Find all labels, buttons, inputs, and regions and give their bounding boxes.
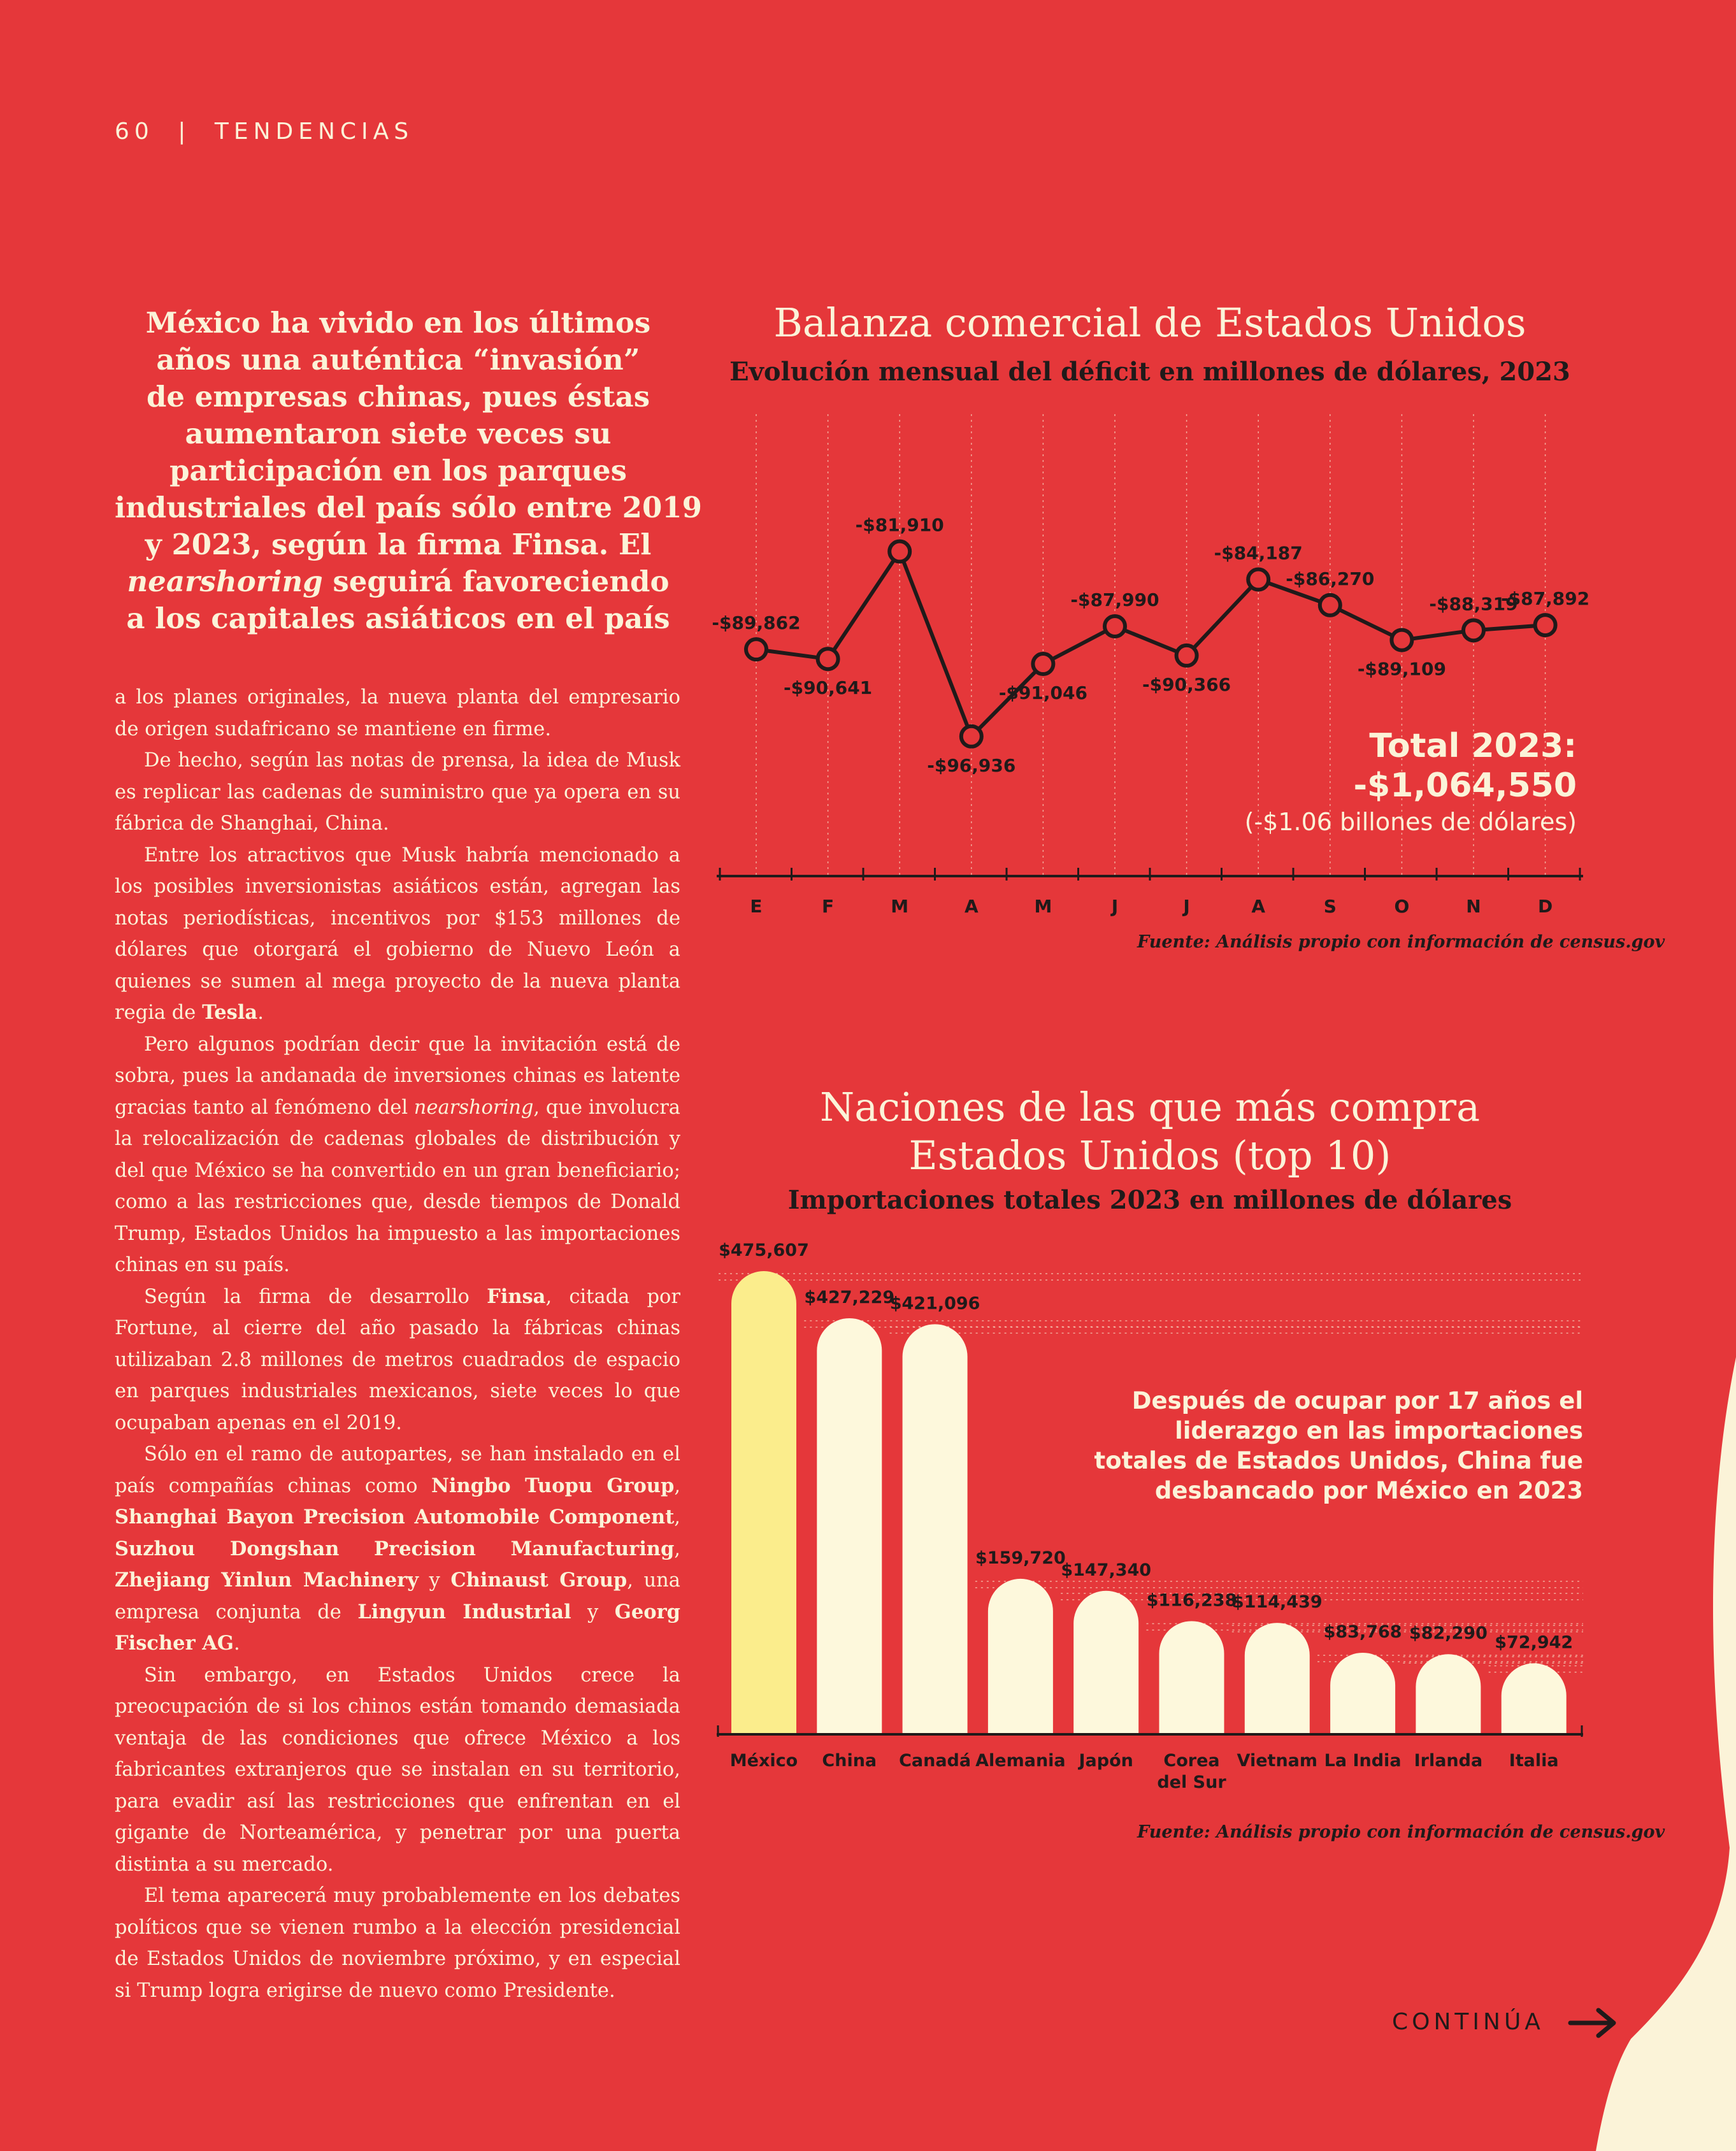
x-tick-label: E xyxy=(750,896,763,917)
pull-quote-line: años una auténtica “invasión” xyxy=(156,343,640,377)
header-separator: | xyxy=(178,119,191,145)
bar-value-label: $72,942 xyxy=(1495,1632,1574,1653)
bar-chart-title-line: Naciones de las que más compra xyxy=(819,1084,1481,1130)
bar xyxy=(1416,1654,1481,1734)
pull-quote-line: de empresas chinas, pues éstas xyxy=(146,380,650,414)
bar-category-label: Corea xyxy=(1163,1751,1220,1771)
bar-category-label: México xyxy=(729,1751,798,1771)
line-chart-source: Fuente: Análisis propio con información de census.gov xyxy=(1137,932,1665,952)
continue-link[interactable] xyxy=(1392,2007,1619,2039)
pull-quote-line: participación en los parques xyxy=(169,454,627,487)
bar-chart-subtitle: Importaciones totales 2023 en millones de dólares xyxy=(787,1185,1512,1215)
x-tick-label: M xyxy=(1034,896,1052,917)
data-label: -$89,862 xyxy=(712,612,801,634)
bar-category-label: China xyxy=(822,1751,877,1771)
bar-chart-title-line: Estados Unidos (top 10) xyxy=(908,1132,1391,1179)
article-text: , que involucra la relocalización de cadenas globales de distribución y del que México se ha convertido en un gran beneficiario; como a las restricciones que, desde tiempos de Donald Trump, Estados Unidos ha impuesto a las importaciones chinas en su país. xyxy=(115,1096,680,1276)
bar-value-label: $116,238 xyxy=(1146,1590,1237,1611)
article-text: , una empresa conjunta de xyxy=(115,1569,680,1623)
x-tick-label: S xyxy=(1323,896,1337,917)
pull-quote-line: a los capitales asiáticos en el país xyxy=(126,601,670,635)
data-label: -$84,187 xyxy=(1214,542,1303,564)
bar-category-label: La India xyxy=(1324,1751,1402,1771)
bar xyxy=(817,1318,882,1734)
data-label: -$87,892 xyxy=(1501,588,1590,610)
bar xyxy=(988,1579,1053,1734)
article-bold: Suzhou Dongshan Precision Manufacturing xyxy=(115,1537,675,1560)
total-value: -$1,064,550 xyxy=(1353,766,1577,805)
bar xyxy=(1073,1591,1138,1734)
bar-category-label: Italia xyxy=(1509,1751,1559,1771)
data-label: -$91,046 xyxy=(998,682,1087,704)
bar-category-label: Vietnam xyxy=(1237,1751,1318,1771)
bar-value-label: $147,340 xyxy=(1061,1560,1152,1580)
article-text: Según la firma de desarrollo xyxy=(144,1285,487,1308)
x-tick-label: A xyxy=(964,896,979,917)
bar-category-label: del Sur xyxy=(1157,1773,1226,1792)
bar xyxy=(1502,1664,1567,1734)
annotation-line: totales de Estados Unidos, China fue xyxy=(1094,1447,1583,1474)
bar-value-label: $421,096 xyxy=(889,1293,980,1314)
data-label: -$96,936 xyxy=(927,754,1016,776)
bar-category-label: Canadá xyxy=(899,1751,972,1771)
bar xyxy=(903,1324,968,1734)
bar-chart-source: Fuente: Análisis propio con información de census.gov xyxy=(1137,1822,1665,1842)
annotation-line: desbancado por México en 2023 xyxy=(1154,1477,1583,1504)
article-bold: Finsa xyxy=(487,1284,546,1308)
article-paragraph: De hecho, según las notas de prensa, la idea de Musk es replicar las cadenas de suministro que ya opera en su fábrica de Shanghai, China. xyxy=(115,749,680,835)
article-bold: Shanghai Bayon Precision Automobile Component xyxy=(115,1506,675,1529)
data-label: -$88,319 xyxy=(1429,593,1518,615)
bar-category-label: Alemania xyxy=(975,1751,1066,1771)
data-label: -$87,990 xyxy=(1070,589,1159,610)
article-text: , xyxy=(674,1474,681,1497)
x-tick-label: O xyxy=(1394,896,1410,917)
bar-value-label: $114,439 xyxy=(1231,1592,1323,1613)
bar-category-label: Japón xyxy=(1079,1751,1133,1771)
x-tick-label: J xyxy=(1183,896,1190,917)
pull-quote-text: seguirá favoreciendo xyxy=(322,565,670,598)
pull-quote-line: industriales del país sólo entre 2019 xyxy=(115,491,702,524)
article-bold: Tesla xyxy=(202,1001,258,1024)
data-label: -$90,366 xyxy=(1142,673,1231,695)
article-text: , citada por Fortune, al cierre del año pasado la fábricas chinas utilizaban 2.8 millones de metros cuadrados de espacio en parques industriales mexicanos, siete veces lo que ocupaban apenas en el 2019. xyxy=(115,1285,680,1434)
article-text: Pero algunos podrían decir que la invitación está de sobra, pues la andanada de inversiones chinas es latente gracias tanto al fenómeno del xyxy=(115,1033,680,1119)
data-label: -$81,910 xyxy=(855,514,944,536)
article-bold: Lingyun Industrial xyxy=(357,1600,571,1623)
article-italic: nearshoring xyxy=(413,1096,534,1119)
article-paragraph: a los planes originales, la nueva planta del empresario de origen sudafricano se mantiene en firme. xyxy=(115,686,680,740)
total-label: Total 2023: xyxy=(1369,727,1577,765)
total-note: (-$1.06 billones de dólares) xyxy=(1244,808,1577,836)
bar-category-label: Irlanda xyxy=(1414,1751,1483,1771)
annotation-line: liderazgo en las importaciones xyxy=(1175,1417,1583,1444)
page-number: 60 xyxy=(115,119,154,145)
continue-label: CONTINÚA xyxy=(1392,2009,1544,2035)
bar-value-label: $83,768 xyxy=(1323,1622,1402,1642)
pull-quote-emphasis: nearshoring xyxy=(127,565,323,598)
x-tick-label: J xyxy=(1111,896,1119,917)
article-bold: Chinaust Group xyxy=(450,1569,628,1592)
bar-value-label: $82,290 xyxy=(1409,1623,1488,1644)
pull-quote-line: y 2023, según la firma Finsa. El xyxy=(145,528,652,561)
article-text: , xyxy=(674,1506,680,1529)
article-text: y xyxy=(418,1569,451,1592)
bar xyxy=(1159,1621,1224,1734)
bar-value-label: $475,607 xyxy=(719,1241,809,1260)
article-bold: Zhejiang Yinlun Machinery xyxy=(115,1569,419,1592)
x-tick-label: M xyxy=(891,896,909,917)
data-label: -$90,641 xyxy=(784,677,873,699)
article-text: y xyxy=(571,1601,615,1623)
bar xyxy=(1245,1623,1310,1734)
data-label: -$89,109 xyxy=(1357,658,1446,680)
article-bold: Ningbo Tuopu Group xyxy=(431,1474,675,1497)
bar xyxy=(731,1271,796,1734)
x-tick-label: A xyxy=(1251,896,1266,917)
line-chart-title: Balanza comercial de Estados Unidos xyxy=(773,299,1526,346)
article-text: Entre los atractivos que Musk habría mencionado a los posibles inversionistas asiáticos están, agregan las notas periodísticas, incentivos por $153 millones de dólares que otorgará el gobierno de Nuevo León a quienes se sumen al mega proyecto de la nueva planta regia de xyxy=(115,844,680,1024)
line-chart-subtitle: Evolución mensual del déficit en millones de dólares, 2023 xyxy=(729,357,1570,387)
data-label: -$86,270 xyxy=(1286,568,1375,589)
bar-chart-annotation xyxy=(1058,1386,1583,1506)
bar xyxy=(1330,1653,1395,1734)
pull-quote-line: aumentaron siete veces su xyxy=(185,417,612,450)
article-paragraph: El tema aparecerá muy probablemente en los debates políticos que se vienen rumbo a la elección presidencial de Estados Unidos de noviembre próximo, y en especial si Trump logra erigirse de nuevo como Presidente. xyxy=(115,1885,680,2002)
article-text: , xyxy=(674,1537,680,1560)
article-text: Sólo en el ramo de autopartes, se han instalado en el país compañías chinas como xyxy=(115,1443,680,1497)
x-tick-label: D xyxy=(1537,896,1553,917)
article-text: . xyxy=(257,1002,264,1024)
x-tick-label: N xyxy=(1466,896,1481,917)
x-tick-label: F xyxy=(822,896,835,917)
article-text: . xyxy=(233,1632,240,1655)
article-paragraph: Sin embargo, en Estados Unidos crece la preocupación de si los chinos están tomando demasiada ventaja de las condiciones que ofrece México a los fabricantes extranjeros que se instalan en su territorio, para evadir así las restricciones que enfrentan en el gigante de Norteamérica, y penetrar por una puerta distinta a su mercado. xyxy=(115,1664,680,1876)
pull-quote-line: México ha vivido en los últimos xyxy=(145,306,651,340)
article-bold: Georg Fischer AG xyxy=(115,1600,680,1655)
bar-value-label: $427,229 xyxy=(804,1287,895,1307)
bar-value-label: $159,720 xyxy=(975,1548,1066,1568)
arrow-right-icon xyxy=(1568,2007,1619,2039)
annotation-line: Después de ocupar por 17 años el xyxy=(1131,1387,1583,1414)
section-title: TENDENCIAS xyxy=(214,119,414,145)
